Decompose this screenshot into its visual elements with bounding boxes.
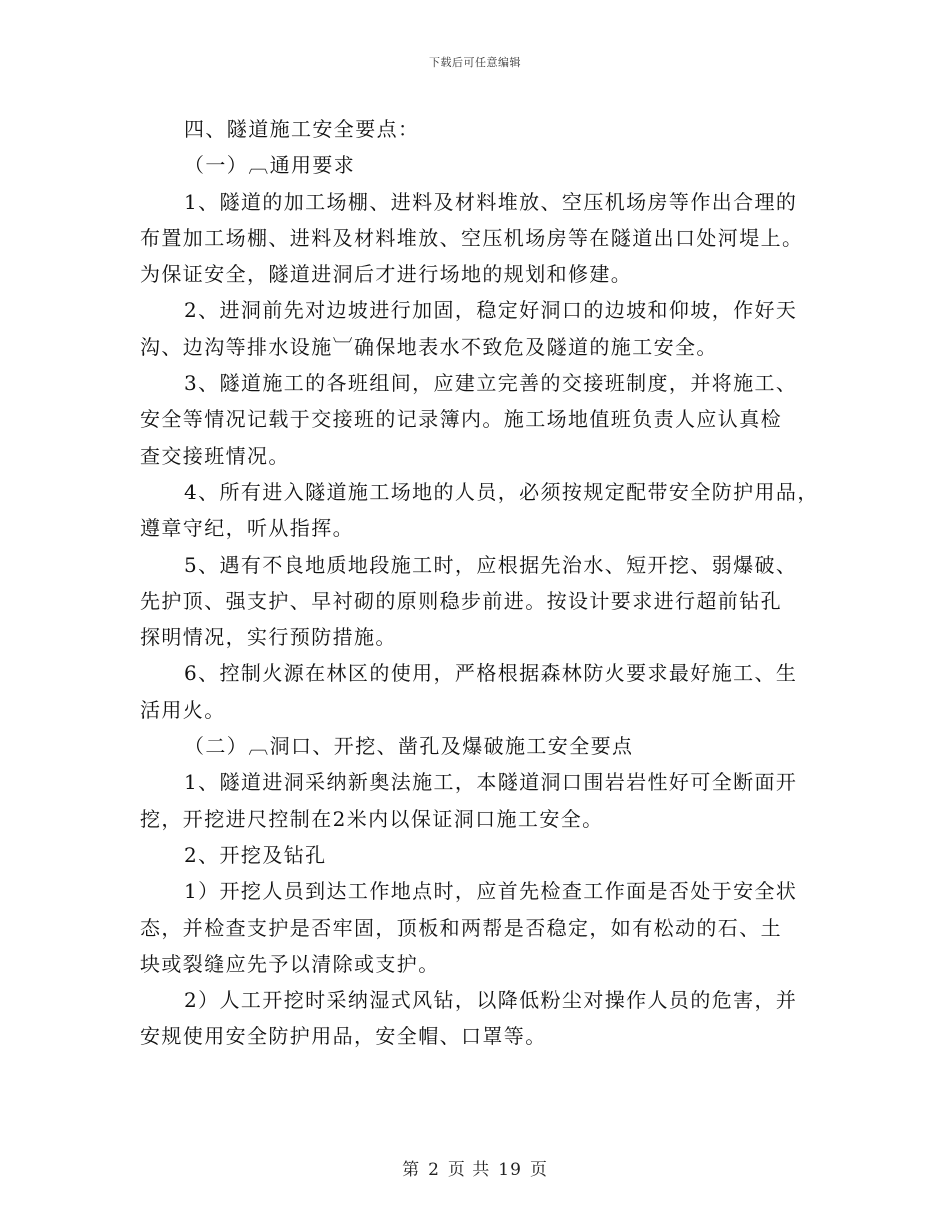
page-header: 下载后可任意编辑 [429,56,521,69]
paragraph-line: 2）人工开挖时采纳湿式风钻，以降低粉尘对操作人员的危害，并 [184,988,798,1013]
paragraph-line: 3、隧道施工的各班组间，应建立完善的交接班制度，并将施工、 [184,371,798,396]
paragraph-line: 块或裂缝应先予以清除或支护。 [140,951,440,976]
paragraph-line: 2、开挖及钻孔 [184,842,327,867]
subsection-heading: （一）︹通用要求 [184,153,356,178]
paragraph-line: 安规使用安全防护用品，安全帽、口罩等。 [140,1024,547,1049]
paragraph-line: 先护顶、强支护、早衬砌的原则稳步前进。按设计要求进行超前钻孔 [140,588,782,613]
paragraph-line: 安全等情况记载于交接班的记录簿内。施工场地值班负责人应认真检 [140,407,782,432]
paragraph-line: 5、遇有不良地质地段施工时，应根据先治水、短开挖、弱爆破、 [184,552,798,577]
paragraph-line: 沟、边沟等排水设施︺确保地表水不致危及隧道的施工安全。 [140,334,718,359]
footer-prefix: 第 [402,1160,421,1180]
footer-total-pages: 19 [498,1160,522,1180]
paragraph-line: 为保证安全，隧道进洞后才进行场地的规划和修建。 [140,262,633,287]
paragraph-line: 遵章守纪，听从指挥。 [140,516,354,541]
paragraph-line: 6、控制火源在林区的使用，严格根据森林防火要求最好施工、生 [184,661,798,686]
paragraph-line: 1）开挖人员到达工作地点时，应首先检查工作面是否处于安全状 [184,879,798,904]
paragraph-line: 布置加工场棚、进料及材料堆放、空压机场房等在隧道出口处河堤上。 [140,225,804,250]
footer-suffix: 页 [529,1160,548,1180]
paragraph-line: 4、所有进入隧道施工场地的人员，必须按规定配带安全防护用品， [184,479,819,504]
paragraph-line: 态，并检查支护是否牢固，顶板和两帮是否稳定，如有松动的石、土 [140,915,782,940]
footer-page-number: 2 [428,1160,440,1180]
paragraph-line: 查交接班情况。 [140,443,290,468]
subsection-heading: （二）︹洞口、开挖、凿孔及爆破施工安全要点 [184,734,634,759]
paragraph-line: 2、进洞前先对边坡进行加固，稳定好洞口的边坡和仰坡，作好天 [184,298,798,323]
paragraph-line: 活用火。 [140,697,226,722]
paragraph-line: 1、隧道的加工场棚、进料及材料堆放、空压机场房等作出合理的 [184,189,798,214]
paragraph-line: 挖，开挖进尺控制在2米内以保证洞口施工安全。 [140,806,604,831]
footer-middle: 页 共 [447,1160,491,1180]
paragraph-line: 1、隧道进洞采纳新奥法施工，本隧道洞口围岩岩性好可全断面开 [184,770,798,795]
paragraph-line: 探明情况，实行预防措施。 [140,625,397,650]
section-heading: 四、隧道施工安全要点： [184,117,420,141]
page-footer [0,1155,950,1180]
document-body [140,111,830,1055]
